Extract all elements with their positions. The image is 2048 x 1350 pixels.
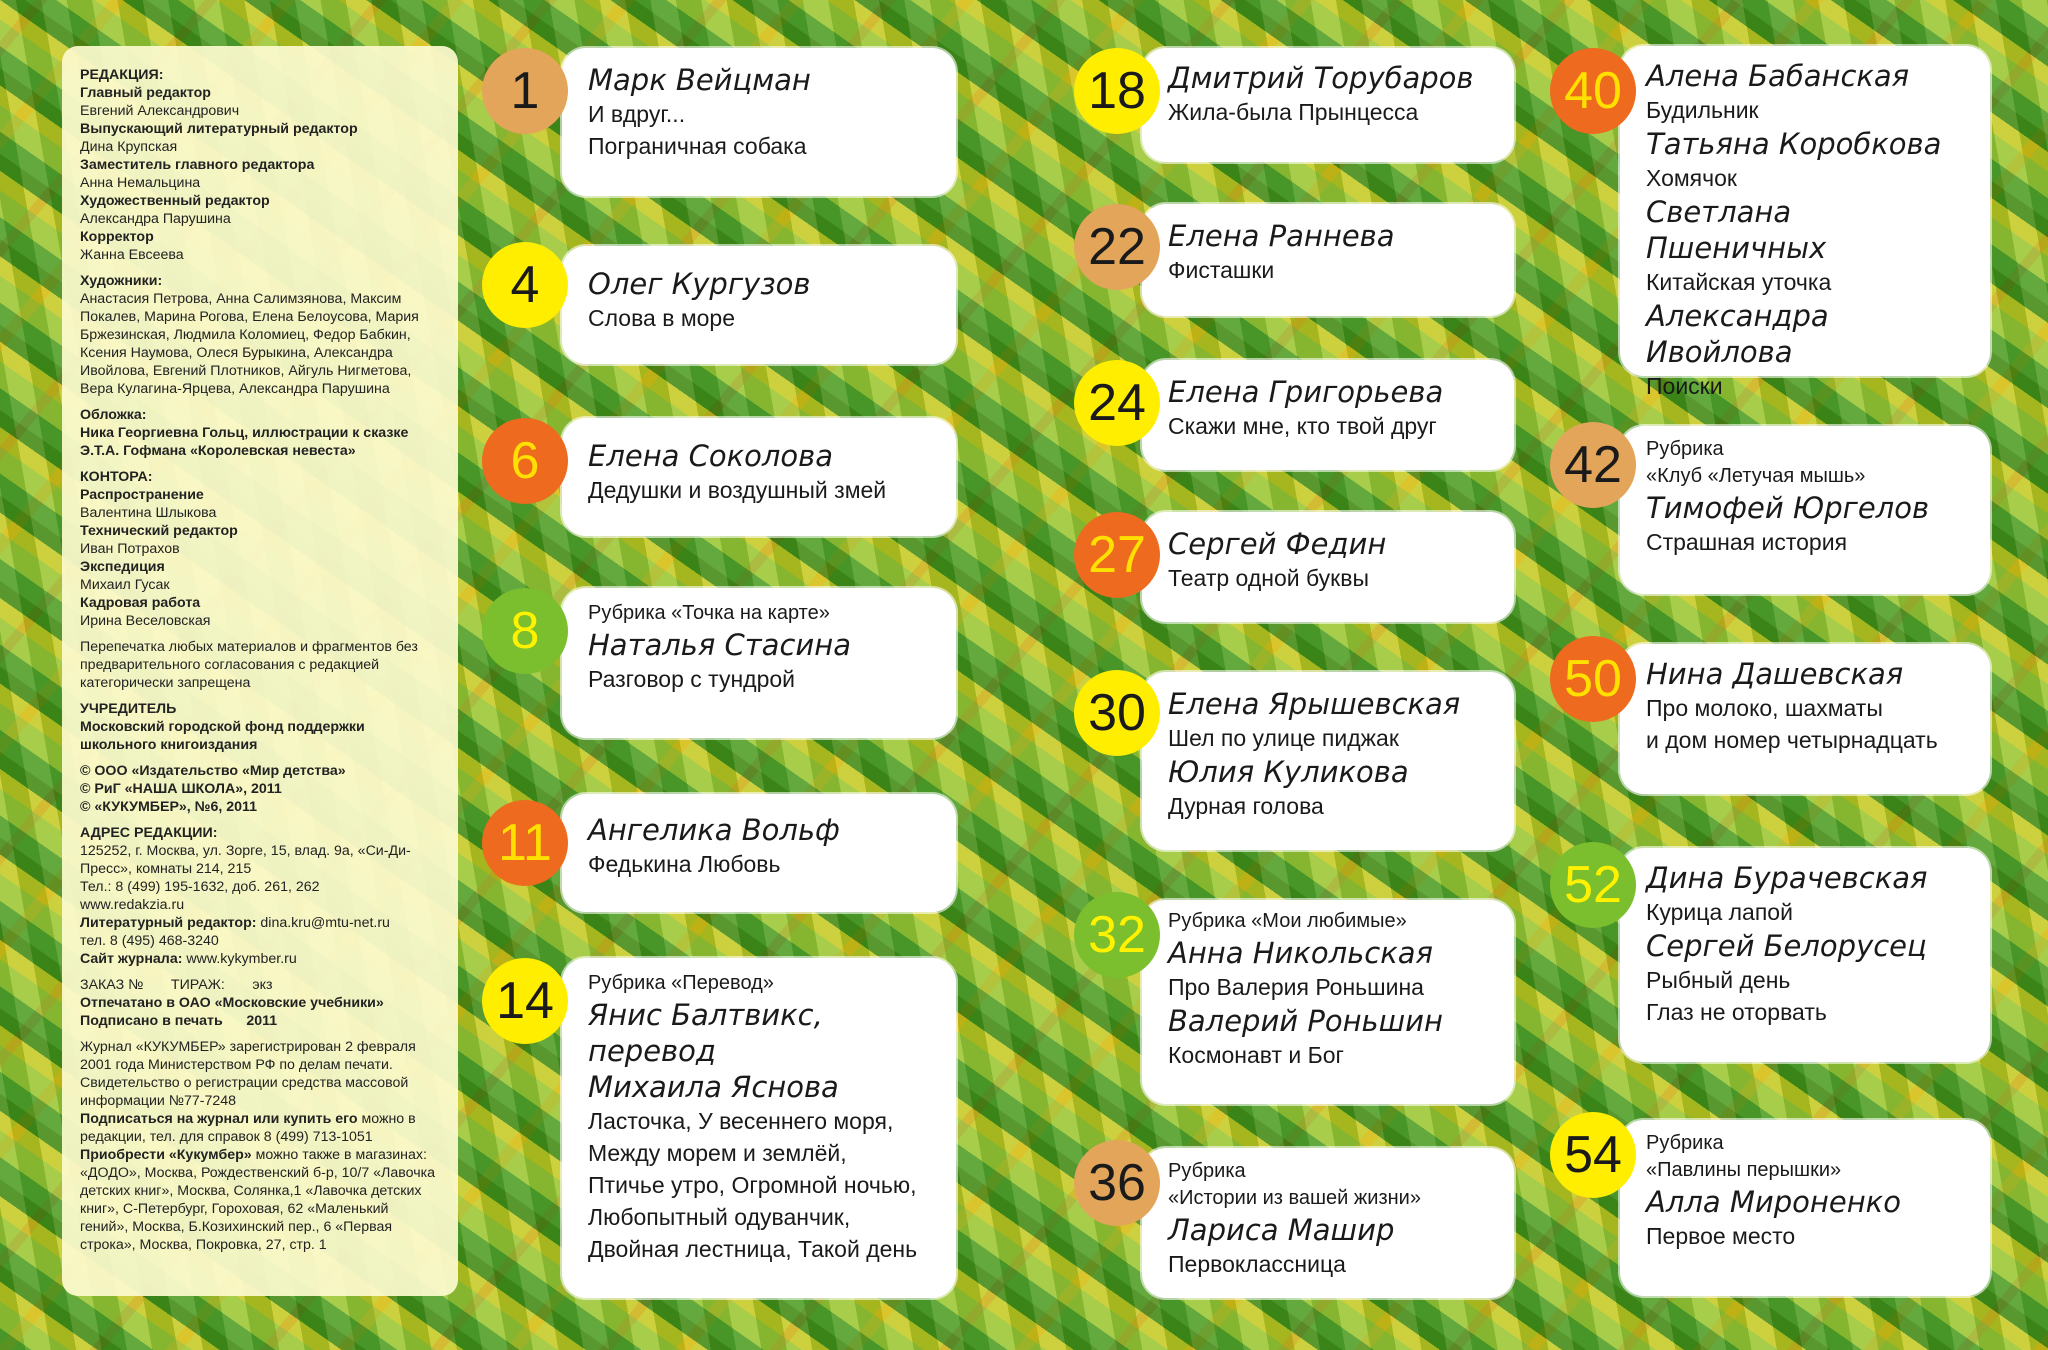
artists-heading: Художники:: [80, 273, 163, 289]
author-name: Светлана Пшеничных: [1646, 195, 1827, 265]
author-name: Тимофей Юргелов: [1646, 491, 1930, 525]
page-number-badge[interactable]: 54: [1550, 1112, 1636, 1198]
person: Жанна Евсеева: [80, 247, 184, 263]
person: Валентина Шлыкова: [80, 505, 217, 521]
copyright-line: © РиГ «НАША ШКОЛА», 2011: [80, 781, 282, 797]
toc-entry[interactable]: [1142, 672, 1514, 850]
page-number-badge[interactable]: 1: [482, 48, 568, 134]
story-title: Двойная лестница, Такой день: [588, 1236, 918, 1262]
story-title: Разговор с тундрой: [588, 666, 795, 692]
toc-entry[interactable]: [1620, 46, 1990, 399]
role: Экспедиция: [80, 559, 165, 575]
role: Заместитель главного редактора: [80, 157, 315, 173]
toc-entry[interactable]: [562, 588, 956, 738]
story-title: Ласточка, У весеннего моря,: [588, 1108, 894, 1134]
author-name: Дмитрий Торубаров: [1168, 61, 1474, 95]
page-number-badge[interactable]: 27: [1074, 512, 1160, 598]
toc-entry[interactable]: [562, 418, 956, 536]
story-title: Про Валерия Роньшина: [1168, 974, 1424, 1000]
author-name: Валерий Роньшин: [1168, 1004, 1443, 1038]
author-name: Елена Григорьева: [1168, 375, 1444, 409]
story-title: Поиски: [1646, 373, 1723, 399]
story-title: Глаз не оторвать: [1646, 999, 1827, 1025]
role: Технический редактор: [80, 523, 238, 539]
cover-heading: Обложка:: [80, 407, 147, 423]
page-number-badge[interactable]: 30: [1074, 670, 1160, 756]
story-title: Театр одной буквы: [1168, 565, 1369, 591]
toc-entry[interactable]: [1142, 360, 1514, 470]
story-title: Пограничная собака: [588, 133, 807, 159]
page-number-badge[interactable]: 18: [1074, 48, 1160, 134]
story-title: Про молоко, шахматы: [1646, 695, 1883, 721]
story-title: Между морем и землёй,: [588, 1140, 847, 1166]
author-name: Анна Никольская: [1168, 936, 1433, 970]
signed-line: Подписано в печать 2011: [80, 1013, 278, 1029]
author-name: Янис Балтвикс,: [588, 998, 823, 1032]
role: Главный редактор: [80, 85, 211, 101]
person: Анна Немальцина: [80, 175, 201, 191]
author-name: Сергей Федин: [1168, 527, 1387, 561]
toc-entry[interactable]: [1142, 1148, 1514, 1298]
website-link[interactable]: www.redakzia.ru: [80, 897, 185, 913]
page-number-badge[interactable]: 14: [482, 958, 568, 1044]
person: Иван Потрахов: [80, 541, 180, 557]
story-title: Слова в море: [588, 305, 736, 331]
toc-entry[interactable]: [562, 48, 956, 196]
author-name: Лариса Машир: [1168, 1213, 1395, 1247]
lit-editor-email-label: Литературный редактор:: [80, 915, 257, 931]
founder-heading: УЧРЕДИТЕЛЬ: [80, 701, 177, 717]
rubric-label: «Клуб «Летучая мышь»: [1646, 465, 1866, 487]
author-name: Алена Бабанская: [1646, 59, 1910, 93]
copyright-line: © ООО «Издательство «Мир детства»: [80, 763, 346, 779]
printed-line: Отпечатано в ОАО «Московские учебники»: [80, 995, 384, 1011]
toc-entry[interactable]: [562, 958, 956, 1298]
page-number-badge[interactable]: 8: [482, 588, 568, 674]
founder-text: Московский городской фонд поддержки школьного книгоиздания: [80, 719, 365, 753]
toc-entry[interactable]: [1142, 512, 1514, 622]
story-title: И вдруг...: [588, 101, 686, 127]
author-name: Александра Ивойлова: [1646, 299, 1829, 369]
story-title: Дурная голова: [1168, 793, 1324, 819]
story-title: Первоклассница: [1168, 1251, 1346, 1277]
artists-list: Анастасия Петрова, Анна Салимзянова, Максим Покалев, Марина Рогова, Елена Белоусова, Мария Бржезинская, Людмила Коломиец, Федор Бабкин, Ксения Наумова, Олеся Бурыкина, Александра Ивойлова, Евгений Плотников, Айгуль Нигметова, Вера Кулагина-Ярцева, Александра Парушина: [80, 291, 419, 397]
author-name: Юлия Куликова: [1168, 755, 1409, 789]
story-title: Скажи мне, кто твой друг: [1168, 413, 1437, 439]
toc-entry[interactable]: [562, 246, 956, 364]
rubric-label: Рубрика «Перевод»: [588, 972, 774, 994]
person: Михаил Гусак: [80, 577, 170, 593]
page-number-badge[interactable]: 50: [1550, 636, 1636, 722]
stores-bold: Приобрести «Кукумбер»: [80, 1147, 252, 1163]
author-name: Олег Кургузов: [588, 267, 811, 301]
person: Дина Крупская: [80, 139, 178, 155]
person: Ирина Веселовская: [80, 613, 211, 629]
story-title: Рыбный день: [1646, 967, 1791, 993]
toc-entry[interactable]: [1142, 204, 1514, 316]
author-name: Алла Мироненко: [1646, 1185, 1901, 1219]
role: Художественный редактор: [80, 193, 270, 209]
story-title: Любопытный одуванчик,: [588, 1204, 851, 1230]
story-title: Страшная история: [1646, 529, 1848, 555]
stores-text: [80, 1146, 440, 1254]
site-label: Сайт журнала:: [80, 951, 183, 967]
reprint-notice: Перепечатка любых материалов и фрагментов без предварительного согласования с редакцией категорически запрещена: [80, 639, 418, 691]
lit-editor-phone: тел. 8 (495) 468-3240: [80, 933, 219, 949]
story-title: и дом номер четырнадцать: [1646, 727, 1938, 753]
page-number-badge[interactable]: 36: [1074, 1140, 1160, 1226]
author-name: Елена Соколова: [588, 439, 834, 473]
story-title: Космонавт и Бог: [1168, 1042, 1344, 1068]
page-number-badge[interactable]: 11: [482, 800, 568, 886]
order-line: ЗАКАЗ № ТИРАЖ: экз: [80, 977, 273, 993]
subscribe-rest: можно в редакции, тел. для справок 8 (499) 713-1051: [80, 1111, 416, 1145]
stores-rest: можно также в магазинах: «ДОДО», Москва, Рождественский б-р, 10/7 «Лавочка детских книг», Москва, Солянка,1 «Лавочка детских книг», С-Петербург, Гороховая, 62 «Маленький гений», Москва, Б.Козихинский пер., 6 «Первая строка», Москва, Покровка, 27, стр. 1: [80, 1147, 436, 1253]
role: Корректор: [80, 229, 154, 245]
author-name: Елена Ярышевская: [1168, 687, 1461, 721]
role: Распространение: [80, 487, 204, 503]
author-name: Марк Вейцман: [588, 63, 811, 97]
lit-editor-contact: [80, 914, 440, 932]
subscribe-bold: Подписаться на журнал или купить его: [80, 1111, 358, 1127]
person: Александра Парушина: [80, 211, 231, 227]
story-title: Будильник: [1646, 97, 1759, 123]
office-heading: КОНТОРА:: [80, 469, 153, 485]
address-text: 125252, г. Москва, ул. Зорге, 15, влад. 9а, «Си-Ди-Пресс», комнаты 214, 215: [80, 843, 411, 877]
page-number-badge[interactable]: 4: [482, 242, 568, 328]
page-number-badge[interactable]: 40: [1550, 48, 1636, 134]
translator-note: перевод: [588, 1034, 716, 1068]
copyright-line: © «КУКУМБЕР», №6, 2011: [80, 799, 258, 815]
page-number-badge[interactable]: 32: [1074, 892, 1160, 978]
author-name: Елена Раннева: [1168, 219, 1395, 253]
page-number-badge[interactable]: 52: [1550, 842, 1636, 928]
story-title: Федькина Любовь: [588, 851, 781, 877]
story-title: Дедушки и воздушный змей: [588, 477, 887, 503]
story-title: Жила-была Прынцесса: [1168, 99, 1419, 125]
rubric-label: Рубрика: [1646, 438, 1724, 460]
page-number-badge[interactable]: 42: [1550, 422, 1636, 508]
toc-entry[interactable]: [1620, 1120, 1990, 1296]
colophon-panel: [62, 46, 458, 1296]
story-title: Хомячок: [1646, 165, 1737, 191]
page-number-badge[interactable]: 24: [1074, 360, 1160, 446]
subscribe-text: [80, 1110, 440, 1146]
toc-entry[interactable]: [1620, 426, 1990, 594]
story-title: Первое место: [1646, 1223, 1796, 1249]
author-name: Нина Дашевская: [1646, 657, 1904, 691]
site-link[interactable]: www.kykymber.ru: [186, 951, 297, 967]
toc-entry[interactable]: [1620, 644, 1990, 794]
story-title: Китайская уточка: [1646, 269, 1832, 295]
registration-text: Журнал «КУКУМБЕР» зарегистрирован 2 февраля 2001 года Министерством РФ по делам печати. Свидетельство о регистрации средства массовой информации №77-7248: [80, 1039, 416, 1109]
page-number-badge[interactable]: 6: [482, 418, 568, 504]
cover-text: Ника Георгиевна Гольц, иллюстрации к сказке Э.Т.А. Гофмана «Королевская невеста»: [80, 425, 409, 459]
person: Евгений Александрович: [80, 103, 240, 119]
story-title: Птичье утро, Огромной ночью,: [588, 1172, 917, 1198]
role: Кадровая работа: [80, 595, 201, 611]
toc-entry[interactable]: [1142, 48, 1514, 162]
author-name: Наталья Стасина: [588, 628, 851, 662]
rubric-label: Рубрика: [1168, 1160, 1246, 1182]
rubric-label: Рубрика: [1646, 1132, 1724, 1154]
site-line: [80, 950, 440, 968]
author-name: Ангелика Вольф: [588, 813, 840, 847]
phone-text: Тел.: 8 (499) 195-1632, доб. 261, 262: [80, 879, 320, 895]
rubric-label: «Павлины перышки»: [1646, 1159, 1842, 1181]
email-link[interactable]: dina.kru@mtu-net.ru: [260, 915, 390, 931]
translator-name: Михаила Яснова: [588, 1070, 839, 1104]
toc-entry[interactable]: [1620, 848, 1990, 1062]
toc-entry[interactable]: [1142, 900, 1514, 1104]
author-name: Сергей Белорусец: [1646, 929, 1927, 963]
rubric-label: Рубрика «Мои любимые»: [1168, 910, 1407, 932]
story-title: Курица лапой: [1646, 899, 1793, 925]
story-title: Шел по улице пиджак: [1168, 725, 1399, 751]
rubric-label: «Истории из вашей жизни»: [1168, 1187, 1421, 1209]
rubric-label: Рубрика «Точка на карте»: [588, 602, 830, 624]
story-title: Фисташки: [1168, 257, 1275, 283]
role: Выпускающий литературный редактор: [80, 121, 358, 137]
toc-entry[interactable]: [562, 794, 956, 912]
author-name: Дина Бурачевская: [1646, 861, 1928, 895]
author-name: Татьяна Коробкова: [1646, 127, 1942, 161]
editorial-heading: РЕДАКЦИЯ:: [80, 67, 164, 83]
address-heading: АДРЕС РЕДАКЦИИ:: [80, 825, 218, 841]
page-number-badge[interactable]: 22: [1074, 204, 1160, 290]
